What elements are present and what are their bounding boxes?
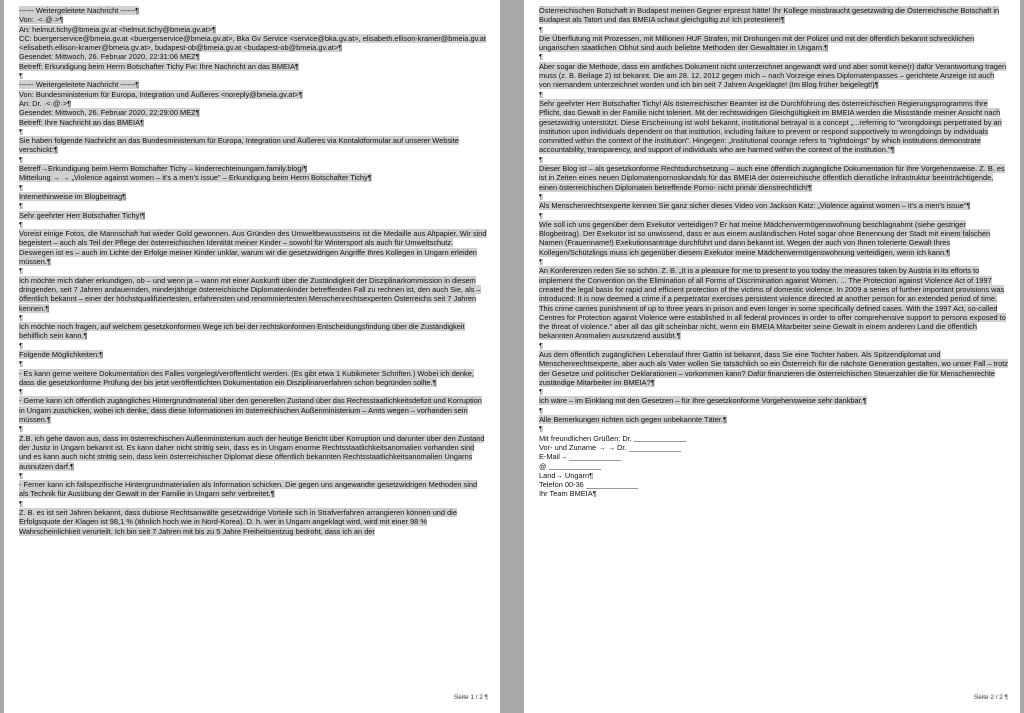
paragraph xyxy=(19,313,488,322)
paragraph-text: Von: Bundesministerium für Europa, Integration und Äußeres <noreply@bmeia.gv.at>¶ xyxy=(19,89,303,99)
paragraph-text: ¶ xyxy=(19,387,23,397)
page-2-text xyxy=(539,6,1008,499)
paragraph-text: Internethinweise im Blogbeitrag¶ xyxy=(19,191,127,201)
signature-email xyxy=(539,452,1008,461)
paragraph-text: Voreist einige Fotos, die Mannschaft hat wieder Gold gewonnen. Aus Gründen des Umweltbewusstseins ist die Medaille aus Altpapier. Wir sind begeistert – auch als Teil der Pflege der österreichischen Identität meiner Kinder – sowohl für Wintersport als auch für Umweltschutz. Deswegen ist es – auch im Lichte der Erfolge meiner Kinder unklar, warum wir die gesetzwidrigen Angriffe Ihres Kollegen in Ungarn erleiden müssen.¶ xyxy=(19,229,487,267)
paragraph-text: - Gerne kann ich öffentlich zugängliches Hintergrundmaterial über den generellen Zustand über das Rechtsstaatlichkeitsdefizit und Korruption in Ungarn zuschicken, wobei ich denke, dass diese Informationen im österreichischen Außenministerium – Amts wegen – vorhanden sein müssen.¶ xyxy=(19,396,482,425)
paragraph xyxy=(539,415,1008,424)
paragraph xyxy=(19,480,488,499)
paragraph xyxy=(539,387,1008,396)
paragraph-text: ¶ xyxy=(19,266,23,276)
paragraph-text: ¶ xyxy=(539,340,543,350)
paragraph-text: ¶ xyxy=(539,424,543,434)
paragraph xyxy=(19,183,488,192)
paragraph xyxy=(19,15,488,24)
paragraph-text: Ich möchte mich daher erkundigen, ob – und wenn ja – wann mit einer Auskunft über die Zuständigkeit der Disziplinarkommission in diesem dringenden, seit 7 Jahren andauernden, minderjährige österreichische Diplomatenkinder betreffenden Fall zu rechnen ist, den auch Sie, als – öffentlich bekannt – einer der höchstqualifiziertesten, erfahrensten und renommiertesten Menschenrechtsexperten Österreichs seit 7 Jahren kennen.¶ xyxy=(19,275,481,313)
paragraph xyxy=(539,99,1008,155)
paragraph-text: Betreff→Erkundigung beim Herrn Botschafter Tichy – kinderrechteinungarn.family.blog/¶ xyxy=(19,164,308,174)
signature-country-text: Land→ Ungarn¶ xyxy=(539,470,594,480)
paragraph xyxy=(19,396,488,424)
paragraph xyxy=(539,155,1008,164)
paragraph xyxy=(19,108,488,117)
paragraph xyxy=(539,192,1008,201)
paragraph-text: Mitteilung → → „Violence against women – it's a men's issue" – Erkundigung beim Herrn Botschafter Tichy¶ xyxy=(19,173,372,183)
paragraph xyxy=(19,220,488,229)
paragraph xyxy=(539,211,1008,220)
paragraph-text: ¶ xyxy=(539,154,543,164)
paragraph-text: ¶ xyxy=(19,71,23,81)
paragraph-text: Von: ·<·@·>¶ xyxy=(19,15,64,25)
paragraph-text: Die Überflutung mit Prozessen, mit Millionen HUF Strafen, mit Drohungen mit der Polizei und mit der öffentlich bekannt schrecklichen ungarischen staatlichen Obhut sind auch beliebte Methoden der Gewalttäter in Ungarn.¶ xyxy=(539,33,975,53)
paragraph-text: Aber sogar die Methode, dass ein amtliches Dokument nicht unterzeichnet angewandt wird und aber somit keine(r) dafür Verantwortung tragen muss (z. B. Beilage 2) ist bekannt. Die am 28. 12. 2012 gegen mich – nach Vorzeige eines Diplomatenpasses – gerichtete Anzeige ist auch von niemandem unterzeichnet worden und ich bin seit 7 Jahren Angeklagte! (Im Blog früher beigelegt!)¶ xyxy=(539,61,1007,90)
paragraph xyxy=(539,396,1008,405)
signature-greeting-text: Mit freundlichen Grüßen: Dr. xyxy=(539,433,632,443)
paragraph xyxy=(19,118,488,127)
paragraph xyxy=(19,155,488,164)
paragraph xyxy=(19,322,488,341)
signature-name-text: Vor- und Zuname → → Dr. xyxy=(539,442,627,452)
paragraph xyxy=(19,80,488,89)
paragraph-text: Ich wäre – im Einklang mit den Gesetzen – für Ihre gesetzkonforme Vorgehensweise sehr dankbar.¶ xyxy=(539,396,867,406)
paragraph-text: ¶ xyxy=(19,219,23,229)
paragraph-text: ¶ xyxy=(19,498,23,508)
paragraph xyxy=(19,508,488,536)
paragraph-text: An: helmut.tichy@bmeia.gv.at <helmut.tichy@bmeia.gv.at>¶ xyxy=(19,24,216,34)
paragraph xyxy=(19,25,488,34)
paragraph-text: ¶ xyxy=(539,52,543,62)
paragraph xyxy=(539,6,1008,25)
paragraph xyxy=(19,127,488,136)
signature-phone xyxy=(539,480,1008,489)
paragraph xyxy=(19,136,488,155)
paragraph-text: Gesendet: Mittwoch, 26. Februar 2020, 22:31:06 MEZ¶ xyxy=(19,52,200,62)
paragraph-text: ¶ xyxy=(19,182,23,192)
paragraph-text: An Konferenzen reden Sie so schön. Z. B. „It is a pleasure for me to present to you today the measures taken by Austria in its efforts to implement the Convention on the Elimination of all Forms of Discrimination against Women. ... The Protection against Violence Act of 1997 created the legal basis for rapid and efficient protection of the victims of domestic violence. In 2009 a series of further important provisions was introduced: It is now deemed a crime if a perpetrator exercises persistent violence directed at another person for an extended period of time. This crime carries punishment of up to three years in prison and even longer in some specifically defined cases. With the 1997 Act, so-called Centres for Protection against Violence were established in all federal provinces in order to offer comprehensive support to persons exposed to the threat of violence." aber all das gilt scheinbar nicht, wenn ein BMEIA Mitarbeiter seine Gewalt in einem anderen Land die öffentlich bekannten Anomalien ausnutzend ausübt.¶ xyxy=(539,266,1006,341)
paragraph-text: An: Dr. ·<·@·>¶ xyxy=(19,98,72,108)
paragraph-text: ------ Weitergeleitete Nachricht ------¶ xyxy=(19,6,140,15)
paragraph-text: Gesendet: Mittwoch, 26. Februar 2020, 22:29:00 MEZ¶ xyxy=(19,108,200,118)
signature-email-at xyxy=(539,462,1008,471)
paragraph-text: Als Menschenrechtsexperte kennen Sie ganz sicher dieses Video von Jackson Katz: „Violence against women – it's a men's issue"¶ xyxy=(539,201,971,211)
paragraph xyxy=(19,90,488,99)
signature-country xyxy=(539,471,1008,480)
page-1-text xyxy=(19,6,488,536)
paragraph xyxy=(539,201,1008,210)
paragraph xyxy=(539,266,1008,340)
paragraph xyxy=(539,341,1008,350)
paragraph xyxy=(19,173,488,182)
signature-name xyxy=(539,443,1008,452)
paragraph-text: Betreff: Erkundigung beim Herrn Botschafter Tichy Fw: Ihre Nachricht an das BMEIA¶ xyxy=(19,61,299,71)
paragraph xyxy=(19,34,488,53)
paragraph xyxy=(19,434,488,471)
paragraph-text: Dieser Blog ist – als gesetzkonforme Rechtsdurchsetzung – auch eine öffentlich zugängliche Dokumentation für Ihre Vorgehensweise. Z. B. es ist in Zeiten eines neuen Diplomatenpornoskandals für das BMEIA der österreichische öffentlich dienstliche Infrastruktur beeinträchtigende, einen österreichischen Diplomaten betreffende Porno- nicht primär dienstrechtlich!¶ xyxy=(539,164,1005,192)
paragraph-text: Sie haben folgende Nachricht an das Bundesministerium für Europa, Integration und Äußeres via Kontaktformular auf unserer Website verschickt:¶ xyxy=(19,136,459,155)
paragraph xyxy=(19,229,488,266)
paragraph-text: - Ferner kann ich fallspezifische Hintergrundmaterialien als Information schicken. Die gegen uns angewandte gesetzwidrigen Methoden sind als Technik für Ausübung der Gewalt in der Familie in Ungarn sehr verbreitet.¶ xyxy=(19,480,478,499)
paragraph xyxy=(19,6,488,15)
paragraph xyxy=(19,211,488,220)
redacted-field xyxy=(569,454,621,461)
paragraph xyxy=(19,341,488,350)
signature-greeting xyxy=(539,434,1008,443)
paragraph-text: CC: buergerservice@bmeia.gv.at <buergerservice@bmeia.gv.at>, Bka Gv Service <service@bka.gv.at>, elisabeth.ellison-kramer@bmeia.gv.at <elisabeth.ellison-kramer@bmeia.gv.at>, budapest-ob@bmeia.gv.at <budapest-ob@bmeia.gv.at>¶ xyxy=(19,33,486,53)
paragraph-text: - Es kann gerne weitere Dokumentation des Falles vorgelegt/veröffentlicht werden. (Es gibt etwa 1 Kubikmeter Schriften.) Wobei ich denke, dass die gesetzkonforme Prüfung der bis jetzt veröffentlichten Dokumentation ein Disziplinarverfahren schon begründen sollte.¶ xyxy=(19,368,474,387)
paragraph-text: ¶ xyxy=(19,126,23,136)
page-1-footer: Seite 1 / 2 ¶ xyxy=(454,694,488,701)
paragraph-text: Folgende Möglichkeiten:¶ xyxy=(19,349,104,359)
paragraph-text: ¶ xyxy=(19,201,23,211)
paragraph xyxy=(539,90,1008,99)
paragraph xyxy=(19,499,488,508)
redacted-field xyxy=(586,482,638,489)
redacted-field xyxy=(549,463,601,470)
paragraph xyxy=(19,350,488,359)
paragraph xyxy=(19,471,488,480)
paragraph-text: Alle Bemerkungen richten sich gegen unbekannte Täter.¶ xyxy=(539,415,727,425)
paragraph xyxy=(19,369,488,388)
paragraph-text: Wie soll ich uns gegenüber dem Exekutor verteidigen? Er hat meine Mädchenvermögenswohnung beschlagnahmt (siehe gestriger Blogbeitrag). Der Exekutor ist so unwissend, dass er aus einem ausländischen Hotel sogar ohne Benennung der Stadt mit einem falschen Namen (Frauenname!) Exekutionsanträge durchführt und dann bekannt ist. Wegen der auch von Ihnen tolerierte Gewalt Ihres Kollegen/Schützlings muss ich gegenüber diesem Exekutor meine Mädchenvermögenswohnung verteidigen, wenn ich kann.¶ xyxy=(539,219,991,257)
paragraph-text: ¶ xyxy=(19,312,23,322)
paragraph xyxy=(539,424,1008,433)
paragraph xyxy=(539,25,1008,34)
paragraph xyxy=(19,164,488,173)
paragraph xyxy=(539,34,1008,53)
paragraph xyxy=(19,52,488,61)
signature-email-at-text: @ xyxy=(539,461,547,471)
paragraph xyxy=(539,406,1008,415)
paragraph xyxy=(539,62,1008,90)
paragraph-text: ¶ xyxy=(539,24,543,34)
signature-team-text: Ihr Team BMEIA¶ xyxy=(539,489,597,499)
paragraph xyxy=(19,62,488,71)
paragraph-text: Z.B. ich gehe davon aus, dass im österreichischen Außenministerium auch der heutige Bericht über Korruption und darunter über den Zustand der Justiz in Ungarn bekannt ist. Es kann daher nicht strittig sein, dass es in Ungarn enorme Rechtsstaatlichkeitsanomalien vorhanden sind und es kann auch nicht strittig sein, dass kein österreichischer Diplomat diese öffentlich bekannten Rechtsstaatlichkeitsanomalien Ungarns ausnutzen darf.¶ xyxy=(19,433,485,471)
signature-phone-text: Telefon 00-36 xyxy=(539,480,584,490)
paragraph-text: ¶ xyxy=(539,191,543,201)
paragraph-text: ¶ xyxy=(19,154,23,164)
paragraph-text: ¶ xyxy=(19,340,23,350)
paragraph-text: Sehr geehrter Herr Botschafter Tichy!¶ xyxy=(19,210,146,220)
signature-team xyxy=(539,489,1008,498)
paragraph-text: Ich möchte noch fragen, auf welchem gesetzkonformen Wege ich bei der rechtskonformen Entscheidungsfindung über die Zuständigkeit behilflich sein kann.¶ xyxy=(19,322,465,341)
paragraph xyxy=(19,99,488,108)
paragraph-text: Sehr geehrter Herr Botschafter Tichy! Als österreichischer Beamter ist die Durchführung des österreichischen Regierungsprogramms Ihre Pflicht, das Gewalt in der Familie nicht toleriert. Mit der rechtswidrigen Gleichgültigkeit im BMEIA werden die Missstände meiner Ansicht nach gesetzwidrig unterstützt. Diese Erscheinung ist wohl bekannt, institutional betrayal is a concept „...referring to "wrongdoings perpetrated by an institution upon individuals dependent on that institution, including failure to prevent or respond supportively to wrongdoings by individuals committed within the context of the institution". Hingegen: „Institutional courage refers to "rightdoings" by which institutions demonstrate accountability, transparency, and support of individuals who are harmed within the context of the institution."¶ xyxy=(539,98,1002,155)
paragraph-text: ¶ xyxy=(19,470,23,480)
paragraph-text: ¶ xyxy=(19,359,23,369)
paragraph-text: ------ Weitergeleitete Nachricht ------¶ xyxy=(19,80,140,90)
signature-email-text: E-Mail→ xyxy=(539,452,568,462)
paragraph xyxy=(539,164,1008,192)
paragraph xyxy=(539,350,1008,387)
paragraph xyxy=(19,387,488,396)
paragraph-text: Betreff: Ihre Nachricht an das BMEIA¶ xyxy=(19,117,145,127)
paragraph xyxy=(19,192,488,201)
paragraph xyxy=(539,52,1008,61)
paragraph-text: ¶ xyxy=(539,89,543,99)
paragraph xyxy=(19,276,488,313)
paragraph-text: Z. B. es ist seit Jahren bekannt, dass dubiose Rechtsanwälte gesetzwidrige Vorteile sich in Strafverfahren arrangieren können und die Erfolgsquote der Klagen ist 98,1 % (ähnlich hoch wie in Nord-Korea). D. h. wer in Ungarn angeklagt wird, wird mit einer 98 % Wahrscheinlichkeit verurteilt. Ich bin seit 7 Jahren mit bis zu 5 Jahre Freiheitsentzug bedroht, dass ich an der xyxy=(19,508,457,536)
paragraph xyxy=(19,359,488,368)
paragraph xyxy=(19,266,488,275)
page-2-footer: Seite 2 / 2 ¶ xyxy=(974,694,1008,701)
paragraph xyxy=(19,71,488,80)
document-page-1 xyxy=(4,0,500,713)
paragraph-text: ¶ xyxy=(539,405,543,415)
redacted-field xyxy=(634,435,686,442)
redacted-field xyxy=(629,445,681,452)
document-page-2 xyxy=(524,0,1020,713)
paragraph xyxy=(539,220,1008,257)
paragraph xyxy=(19,424,488,433)
paragraph xyxy=(539,257,1008,266)
paragraph-text: ¶ xyxy=(539,387,543,397)
paragraph-text: ¶ xyxy=(539,210,543,220)
paragraph-text: Österreichischen Botschaft in Budapest meinen Gegner erpresst hätte! Ihr Kollege missbraucht gesetzwidrig die Österreichische Botschaft in Budapest als Tatort und das BMEIA schaut gleichgültig zu! Ich protestiere!¶ xyxy=(539,6,1000,25)
paragraph-text: ¶ xyxy=(19,424,23,434)
paragraph-text: Aus dem öffentlich zugänglichen Lebenslauf Ihrer Gattin ist bekannt, dass Sie eine Tochter haben. Als Spitzendiplomat und Menschenrechtsexperte, aber auch als Vater wollen Sie tatsächlich so ein Österreich für die nächste Generation gestalten, wo unser Fall – trotz der Gesetze und politischer Deklarationen – vorkommen kann? Dafür finanzieren die österreichischen Steuerzahler die für Menschenrechte zuständige Mitarbeiter im BMEIA?¶ xyxy=(539,349,1008,387)
paragraph-text: ¶ xyxy=(539,257,543,267)
paragraph xyxy=(19,201,488,210)
